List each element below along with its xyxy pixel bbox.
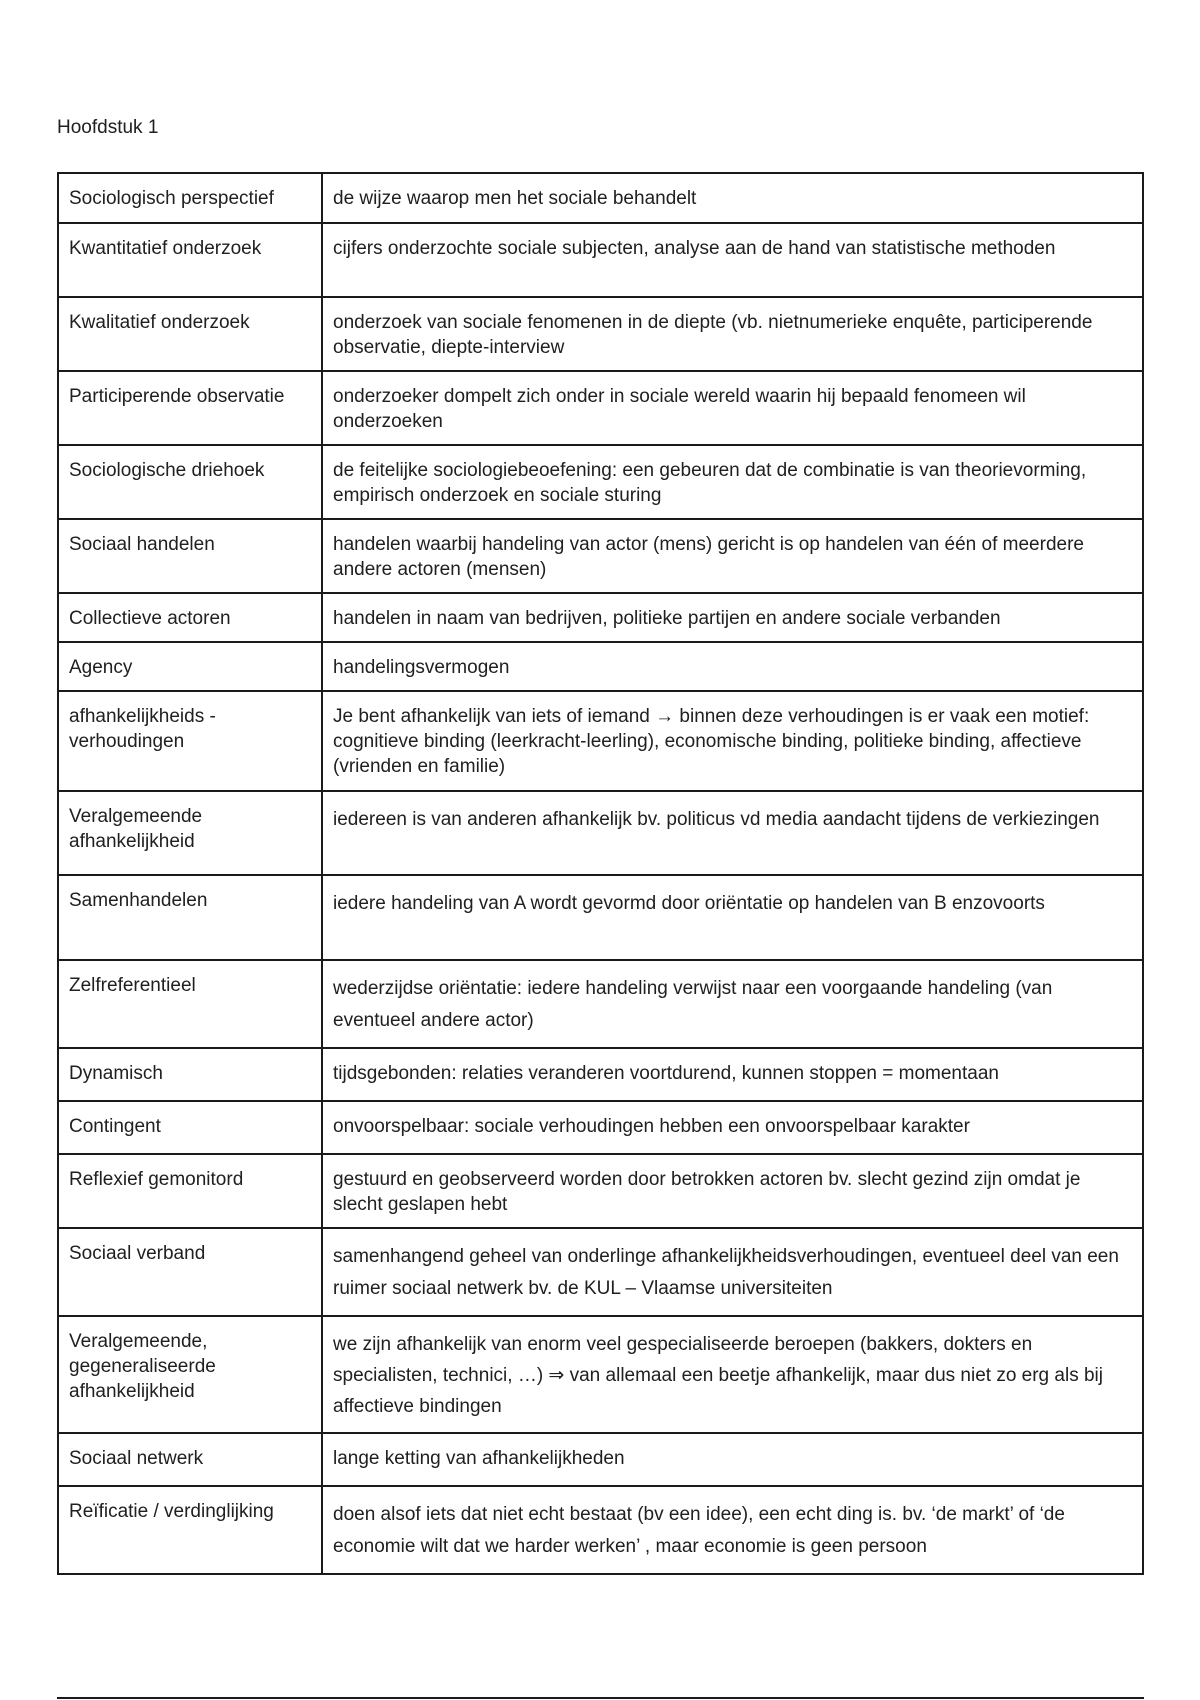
table-row <box>58 691 1143 791</box>
table-row <box>58 1154 1143 1228</box>
term-cell: Samenhandelen <box>58 875 322 960</box>
table-row <box>58 173 1143 223</box>
definition-cell: de feitelijke sociologiebeoefening: een gebeuren dat de combinatie is van theorievorming, empirisch onderzoek en sociale sturing <box>322 445 1143 519</box>
term-cell: Veralgemeende, gegeneraliseerde afhankelijkheid <box>58 1316 322 1433</box>
table-row <box>58 960 1143 1048</box>
term-cell: Agency <box>58 642 322 691</box>
term-cell: Sociaal handelen <box>58 519 322 593</box>
table-row <box>58 223 1143 297</box>
term-cell: Kwantitatief onderzoek <box>58 223 322 297</box>
term-cell: Veralgemeende afhankelijkheid <box>58 791 322 875</box>
term-cell: Kwalitatief onderzoek <box>58 297 322 371</box>
definition-cell: we zijn afhankelijk van enorm veel gespecialiseerde beroepen (bakkers, dokters en specialisten, technici, …) ⇒ van allemaal een beetje afhankelijk, maar dus niet zo erg als bij affectieve bindingen <box>322 1316 1143 1433</box>
term-cell: Sociaal verband <box>58 1228 322 1316</box>
table-row <box>58 371 1143 445</box>
table-row <box>58 593 1143 642</box>
table-row <box>58 1433 1143 1486</box>
table-row <box>58 1316 1143 1433</box>
table-row <box>58 1228 1143 1316</box>
page-title: Hoofdstuk 1 <box>57 117 159 138</box>
definition-cell: iedereen is van anderen afhankelijk bv. politicus vd media aandacht tijdens de verkiezingen <box>322 791 1143 875</box>
definition-cell: onvoorspelbaar: sociale verhoudingen hebben een onvoorspelbaar karakter <box>322 1101 1143 1154</box>
definition-cell: samenhangend geheel van onderlinge afhankelijkheidsverhoudingen, eventueel deel van een ruimer sociaal netwerk bv. de KUL – Vlaamse universiteiten <box>322 1228 1143 1316</box>
term-cell: Sociaal netwerk <box>58 1433 322 1486</box>
term-cell: Sociologisch perspectief <box>58 173 322 223</box>
term-cell: Contingent <box>58 1101 322 1154</box>
definition-cell: handelingsvermogen <box>322 642 1143 691</box>
table-row <box>58 791 1143 875</box>
table-row <box>58 642 1143 691</box>
table-row <box>58 1101 1143 1154</box>
table-row <box>58 297 1143 371</box>
definition-cell: handelen waarbij handeling van actor (mens) gericht is op handelen van één of meerdere andere actoren (mensen) <box>322 519 1143 593</box>
definition-cell: Je bent afhankelijk van iets of iemand → binnen deze verhoudingen is er vaak een motief: cognitieve binding (leerkracht-leerling), economische binding, politieke binding, affectieve (vrienden en familie) <box>322 691 1143 791</box>
definition-cell: gestuurd en geobserveerd worden door betrokken actoren bv. slecht gezind zijn omdat je slecht geslapen hebt <box>322 1154 1143 1228</box>
definition-cell: tijdsgebonden: relaties veranderen voortdurend, kunnen stoppen = momentaan <box>322 1048 1143 1101</box>
definition-cell: de wijze waarop men het sociale behandelt <box>322 173 1143 223</box>
term-cell: Reïficatie / verdinglijking <box>58 1486 322 1574</box>
page-divider <box>57 1697 1144 1699</box>
definition-cell: onderzoek van sociale fenomenen in de diepte (vb. nietnumerieke enquête, participerende observatie, diepte-interview <box>322 297 1143 371</box>
term-cell: afhankelijkheids - verhoudingen <box>58 691 322 791</box>
definition-cell: cijfers onderzochte sociale subjecten, analyse aan de hand van statistische methoden <box>322 223 1143 297</box>
term-cell: Sociologische driehoek <box>58 445 322 519</box>
term-cell: Dynamisch <box>58 1048 322 1101</box>
table-row <box>58 875 1143 960</box>
definition-cell: onderzoeker dompelt zich onder in sociale wereld waarin hij bepaald fenomeen wil onderzoeken <box>322 371 1143 445</box>
definition-cell: doen alsof iets dat niet echt bestaat (bv een idee), een echt ding is. bv. ‘de markt’ of ‘de economie wilt dat we harder werken’ , maar economie is geen persoon <box>322 1486 1143 1574</box>
term-cell: Zelfreferentieel <box>58 960 322 1048</box>
definition-cell: iedere handeling van A wordt gevormd door oriëntatie op handelen van B enzovoorts <box>322 875 1143 960</box>
term-cell: Participerende observatie <box>58 371 322 445</box>
table-row <box>58 445 1143 519</box>
table-row <box>58 1048 1143 1101</box>
table-row <box>58 1486 1143 1574</box>
definition-cell: wederzijdse oriëntatie: iedere handeling verwijst naar een voorgaande handeling (van eventueel andere actor) <box>322 960 1143 1048</box>
term-cell: Collectieve actoren <box>58 593 322 642</box>
term-cell: Reflexief gemonitord <box>58 1154 322 1228</box>
table-row <box>58 519 1143 593</box>
glossary-table <box>57 172 1144 1575</box>
definition-cell: lange ketting van afhankelijkheden <box>322 1433 1143 1486</box>
definition-cell: handelen in naam van bedrijven, politieke partijen en andere sociale verbanden <box>322 593 1143 642</box>
